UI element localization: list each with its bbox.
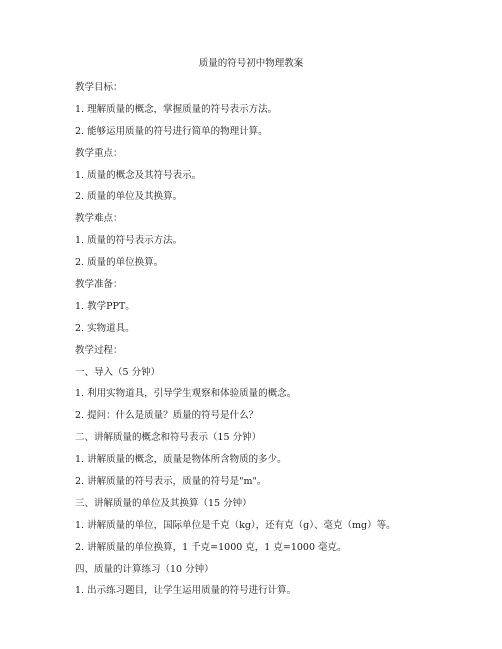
text-line: 2. 实物道具。 bbox=[75, 322, 135, 334]
document-body bbox=[75, 82, 475, 607]
text-line: 2. 质量的单位及其换算。 bbox=[75, 191, 183, 203]
subsection-heading: 一、导入（5 分钟） bbox=[75, 366, 161, 378]
section-heading-process: 教学过程： bbox=[75, 344, 123, 356]
text-line: 2. 讲解质量的符号表示，质量的符号是"m"。 bbox=[75, 476, 267, 488]
subsection-heading: 四、质量的计算练习（10 分钟） bbox=[75, 563, 214, 575]
text-line: 1. 讲解质量的单位，国际单位是千克（kg），还有克（g）、毫克（mg）等。 bbox=[75, 519, 396, 531]
document-title: 质量的符号初中物理教案 bbox=[198, 58, 304, 69]
text-line: 1. 理解质量的概念，掌握质量的符号表示方法。 bbox=[75, 103, 278, 115]
text-line: 2. 质量的单位换算。 bbox=[75, 257, 164, 269]
text-line: 1. 利用实物道具，引导学生观察和体验质量的概念。 bbox=[75, 388, 297, 400]
text-line: 2. 讲解质量的单位换算，1 千克=1000 克，1 克=1000 毫克。 bbox=[75, 541, 347, 553]
subsection-heading: 三、讲解质量的单位及其换算（15 分钟） bbox=[75, 497, 252, 509]
text-line: 1. 出示练习题目，让学生运用质量的符号进行计算。 bbox=[75, 585, 297, 597]
subsection-heading: 二、讲解质量的概念和符号表示（15 分钟） bbox=[75, 432, 262, 444]
section-heading-objectives: 教学目标： bbox=[75, 82, 123, 93]
text-line: 2. 提问：什么是质量？质量的符号是什么？ bbox=[75, 410, 259, 422]
text-line: 1. 质量的概念及其符号表示。 bbox=[75, 169, 202, 181]
text-line: 1. 质量的符号表示方法。 bbox=[75, 235, 183, 247]
text-line: 1. 教学PPT。 bbox=[75, 300, 135, 312]
text-line: 2. 能够运用质量的符号进行简单的物理计算。 bbox=[75, 125, 268, 137]
text-line: 1. 讲解质量的概念，质量是物体所含物质的多少。 bbox=[75, 454, 287, 466]
section-heading-key-points: 教学重点： bbox=[75, 147, 123, 159]
section-heading-difficulties: 教学难点： bbox=[75, 213, 123, 225]
section-heading-preparation: 教学准备： bbox=[75, 279, 123, 291]
